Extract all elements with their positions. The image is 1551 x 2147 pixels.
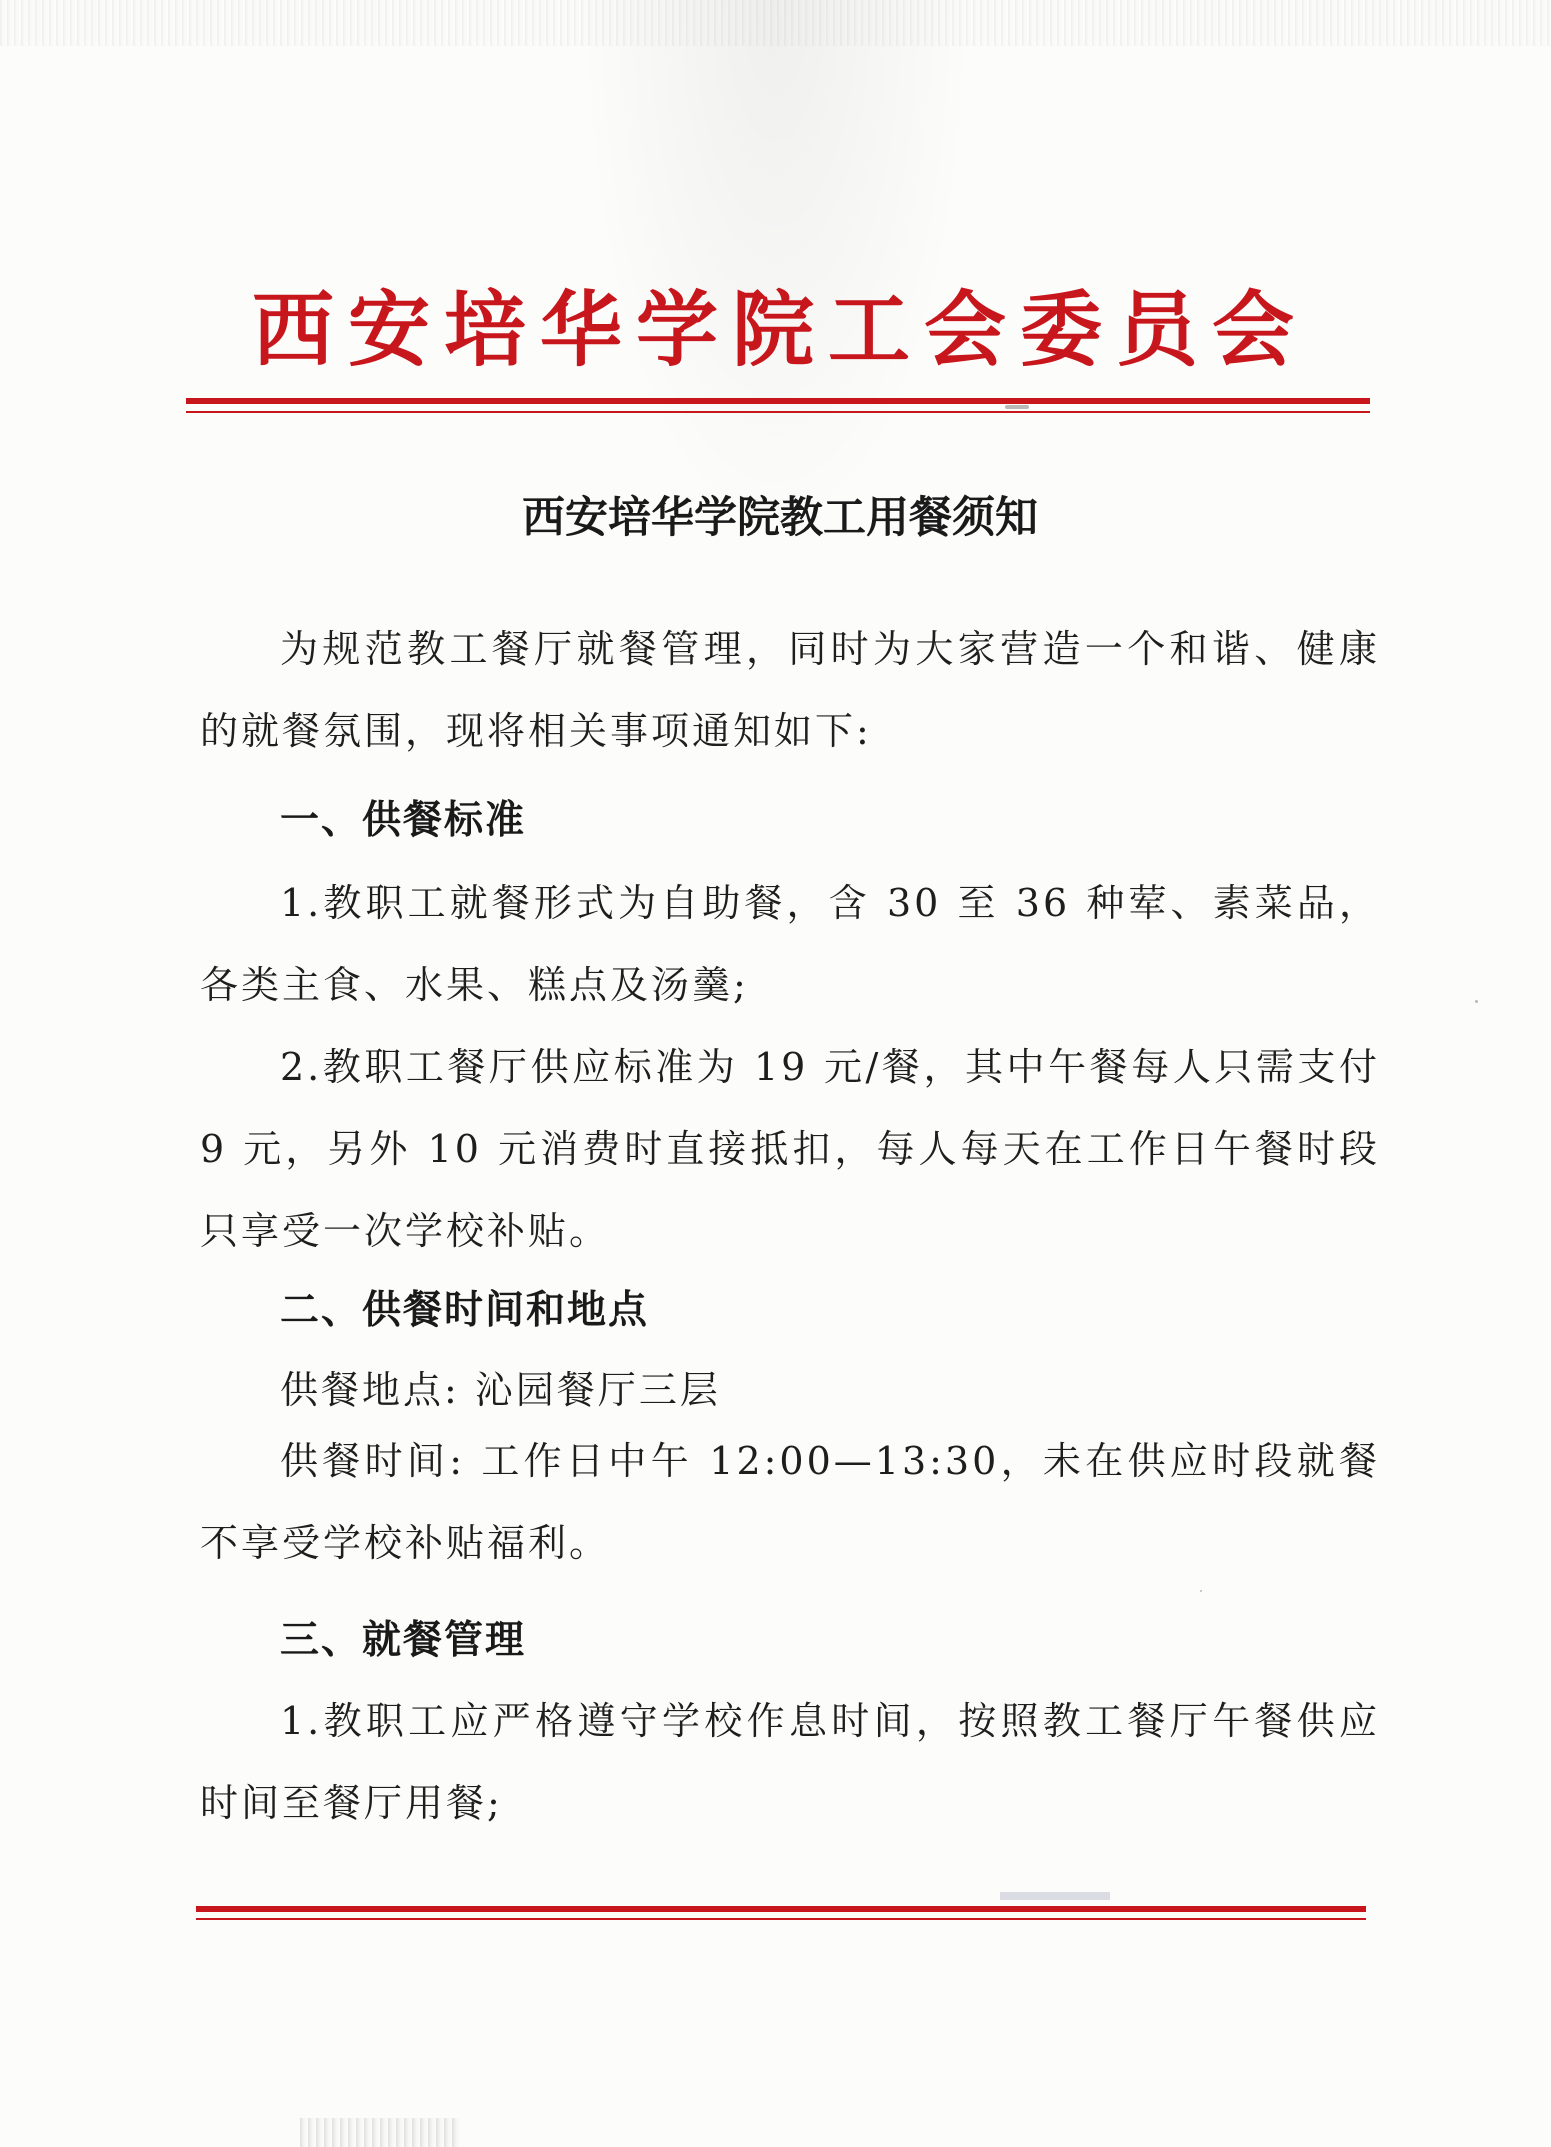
scan-edge-top xyxy=(0,0,1551,46)
letterhead-rule-thick xyxy=(186,398,1370,404)
section-heading-2: 二、供餐时间和地点 xyxy=(280,1287,650,1333)
footer-rule-thin xyxy=(196,1918,1366,1920)
letterhead-rule-thin xyxy=(186,411,1370,413)
footer-rule-thick xyxy=(196,1906,1366,1912)
scan-speck xyxy=(1200,1590,1202,1592)
scan-edge-bottom xyxy=(300,2118,460,2147)
section-heading-3: 三、就餐管理 xyxy=(280,1617,527,1663)
scan-speck xyxy=(1475,1000,1478,1003)
faint-stamp-mark xyxy=(1000,1892,1110,1900)
section-2-time: 供餐时间: 工作日中午 12:00—13:30，未在供应时段就餐不享受学校补贴福利。 xyxy=(200,1439,1380,1565)
section-2-location: 供餐地点: 沁园餐厅三层 xyxy=(280,1368,721,1412)
scan-speck xyxy=(1005,405,1029,409)
section-1-item-1: 1.教职工就餐形式为自助餐，含 30 至 36 种荤、素菜品，各类主食、水果、糕点及汤羹; xyxy=(200,881,1380,1007)
document-title: 西安培华学院教工用餐须知 xyxy=(522,493,1038,543)
letterhead-org-name: 西安培华学院工会委员会 xyxy=(251,282,1308,378)
section-3-item-1: 1.教职工应严格遵守学校作息时间，按照教工餐厅午餐供应时间至餐厅用餐; xyxy=(200,1699,1380,1825)
intro-paragraph: 为规范教工餐厅就餐管理，同时为大家营造一个和谐、健康的就餐氛围，现将相关事项通知如下: xyxy=(200,627,1380,753)
section-1-item-2: 2.教职工餐厅供应标准为 19 元/餐，其中午餐每人只需支付 9 元，另外 10 元消费时直接抵扣，每人每天在工作日午餐时段只享受一次学校补贴。 xyxy=(200,1045,1380,1253)
section-heading-1: 一、供餐标准 xyxy=(280,797,527,843)
